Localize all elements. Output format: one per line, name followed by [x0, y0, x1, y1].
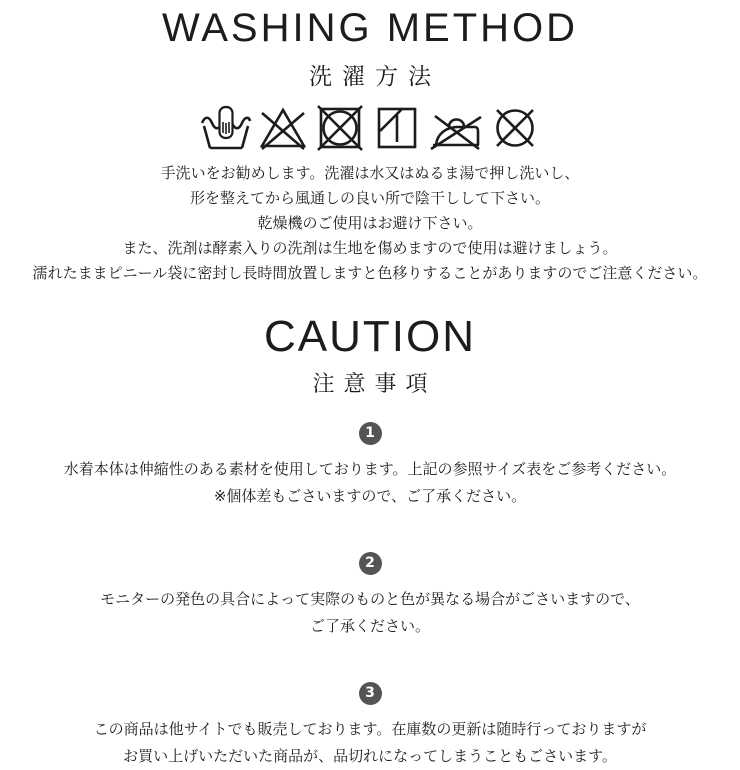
laundry-care-symbols-row — [0, 104, 740, 152]
caution-item-3 — [0, 682, 740, 770]
caution-section — [0, 312, 740, 770]
number-1-badge: 1 — [359, 422, 382, 445]
caution-item-1 — [0, 422, 740, 510]
caution-title: CAUTION — [264, 312, 476, 361]
caution-text-line: ご了承ください。 — [309, 617, 430, 635]
washing-method-section — [0, 6, 740, 286]
do-not-bleach-icon — [257, 104, 309, 152]
product-care-info-panel — [0, 6, 740, 765]
caution-text-line: お買い上げいただいた商品が、品切れになってしまうこともごさいます。 — [123, 747, 617, 765]
do-not-iron-icon — [428, 104, 484, 152]
washing-instruction-line: 濡れたままピニール袋に密封し長時間放置しますと色移りすることがありますのでご注意ください。 — [32, 264, 708, 282]
hand-wash-icon — [200, 104, 252, 152]
caution-text-line: この商品は他サイトでも販売しております。在庫数の更新は随時行っておりますが — [93, 720, 647, 738]
do-not-dry-clean-icon — [489, 104, 541, 152]
number-3-badge: 3 — [359, 682, 382, 705]
shade-dry-icon — [371, 104, 423, 152]
do-not-tumble-dry-icon — [314, 104, 366, 152]
caution-text-line: ※個体差もごさいますので、ご了承ください。 — [213, 487, 527, 505]
washing-instruction-line: 形を整えてから風通しの良い所で陰干しして下さい。 — [189, 189, 550, 207]
caution-subtitle-jp: 注意事項 — [312, 372, 437, 397]
caution-text-line: モニターの発色の具合によって実際のものと色が異なる場合がごさいますので、 — [100, 590, 640, 608]
caution-item-2 — [0, 552, 740, 640]
caution-item-3-text — [0, 716, 740, 770]
washing-instruction-line: 乾燥機のご使用はお避け下さい。 — [257, 214, 483, 232]
washing-method-title: WASHING METHOD — [161, 6, 579, 50]
washing-instruction-line: 手洗いをお勧めします。洗濯は水又はぬるま湯で押し洗いし、 — [160, 164, 580, 182]
washing-instruction-line: また、洗剤は酵素入りの洗剤は生地を傷めますので使用は避けましょう。 — [122, 239, 618, 257]
washing-instructions — [0, 161, 740, 286]
caution-item-2-text — [0, 586, 740, 640]
number-2-badge: 2 — [359, 552, 382, 575]
caution-item-1-text — [0, 456, 740, 510]
washing-method-subtitle-jp: 洗濯方法 — [309, 64, 441, 90]
caution-text-line: 水着本体は伸縮性のある素材を使用しております。上記の参照サイズ表をご参考ください。 — [63, 460, 677, 478]
